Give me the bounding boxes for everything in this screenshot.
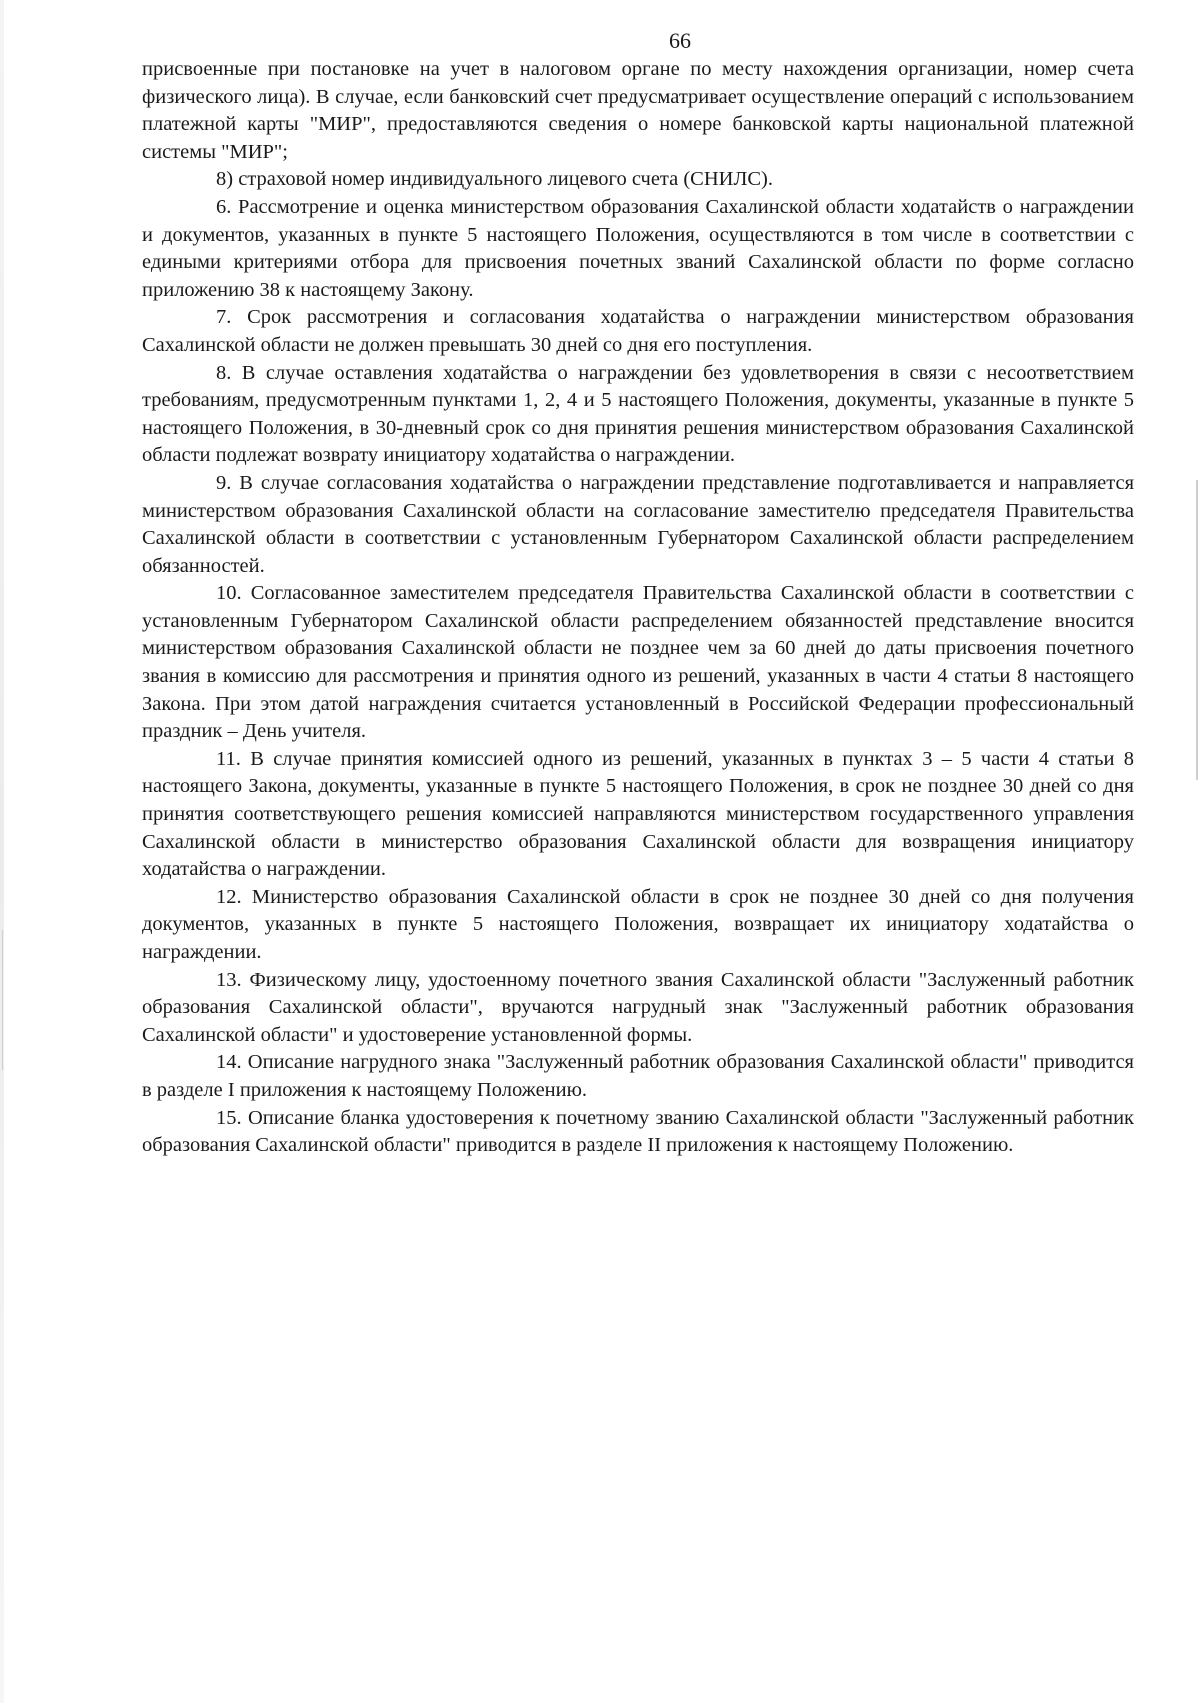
paragraph-13: 13. Физическому лицу, удостоенному почетного звания Сахалинской области "Заслуженный работник образования Сахалинской области", вручаются нагрудный знак "Заслуженный работник образования Сахалинской области" и удостоверение установленной формы. xyxy=(142,968,1134,1046)
paragraph-14: 14. Описание нагрудного знака "Заслуженный работник образования Сахалинской области" приводится в разделе I приложения к настоящему Положению. xyxy=(142,1051,1134,1101)
paragraph-8: 8. В случае оставления ходатайства о награждении без удовлетворения в связи с несоответствием требованиям, предусмотренным пунктами 1, 2, 4 и 5 настоящего Положения, документы, указанные в пункте 5 настоящего Положения, в 30-дневный срок со дня принятия решения министерством образования Сахалинской области подлежат возврату инициатору ходатайства о награждении. xyxy=(142,361,1134,467)
paragraph-9: 9. В случае согласования ходатайства о награждении представление подготавливается и направляется министерством образования Сахалинской области на согласование заместителю председателя Правительства Сахалинской области в соответствии с установленным Губернатором Сахалинской области распределением обязанностей. xyxy=(142,471,1134,577)
scan-mark xyxy=(1196,480,1198,780)
paragraph-item-8-snils: 8) страховой номер индивидуального лицевого счета (СНИЛС). xyxy=(216,168,773,191)
scan-mark xyxy=(2,930,3,1070)
paragraph-6: 6. Рассмотрение и оценка министерством образования Сахалинской области ходатайств о награждении и документов, указанных в пункте 5 настоящего Положения, осуществляются в том числе в соответствии с едиными критериями отбора для присвоения почетных званий Сахалинской области по форме согласно приложению 38 к настоящему Закону. xyxy=(142,195,1134,301)
scan-edge-shadow xyxy=(0,0,4,1703)
paragraph-11: 11. В случае принятия комиссией одного из решений, указанных в пунктах 3 – 5 части 4 статьи 8 настоящего Закона, документы, указанные в пункте 5 настоящего Положения, в срок не позднее 30 дней со дня принятия соответствующего решения комиссией направляются министерством государственного управления Сахалинской области в министерство образования Сахалинской области для возвращения инициатору ходатайства о награждении. xyxy=(142,747,1134,881)
paragraph-7: 7. Срок рассмотрения и согласования ходатайства о награждении министерством образования Сахалинской области не должен превышать 30 дней со дня его поступления. xyxy=(142,306,1134,356)
document-body xyxy=(142,56,1134,1160)
paragraph-continuation: присвоенные при постановке на учет в налоговом органе по месту нахождения организации, номер счета физического лица). В случае, если банковский счет предусматривает осуществление операций с использованием платежной карты "МИР", предоставляются сведения о номере банковской карты национальной платежной системы "МИР"; xyxy=(142,58,1134,163)
paragraph-12: 12. Министерство образования Сахалинской области в срок не позднее 30 дней со дня получения документов, указанных в пункте 5 настоящего Положения, возвращает их инициатору ходатайства о награждении. xyxy=(142,885,1134,963)
paragraph-10: 10. Согласованное заместителем председателя Правительства Сахалинской области в соответствии с установленным Губернатором Сахалинской области распределением обязанностей представление вносится министерством образования Сахалинской области не позднее чем за 60 дней до даты присвоения почетного звания в комиссию для рассмотрения и принятия одного из решений, указанных в части 4 статьи 8 настоящего Закона. При этом датой награждения считается установленный в Российской Федерации профессиональный праздник – День учителя. xyxy=(142,582,1134,743)
page-number: 66 xyxy=(669,28,691,53)
paragraph-15: 15. Описание бланка удостоверения к почетному званию Сахалинской области "Заслуженный работник образования Сахалинской области" приводится в разделе II приложения к настоящему Положению. xyxy=(142,1106,1134,1157)
